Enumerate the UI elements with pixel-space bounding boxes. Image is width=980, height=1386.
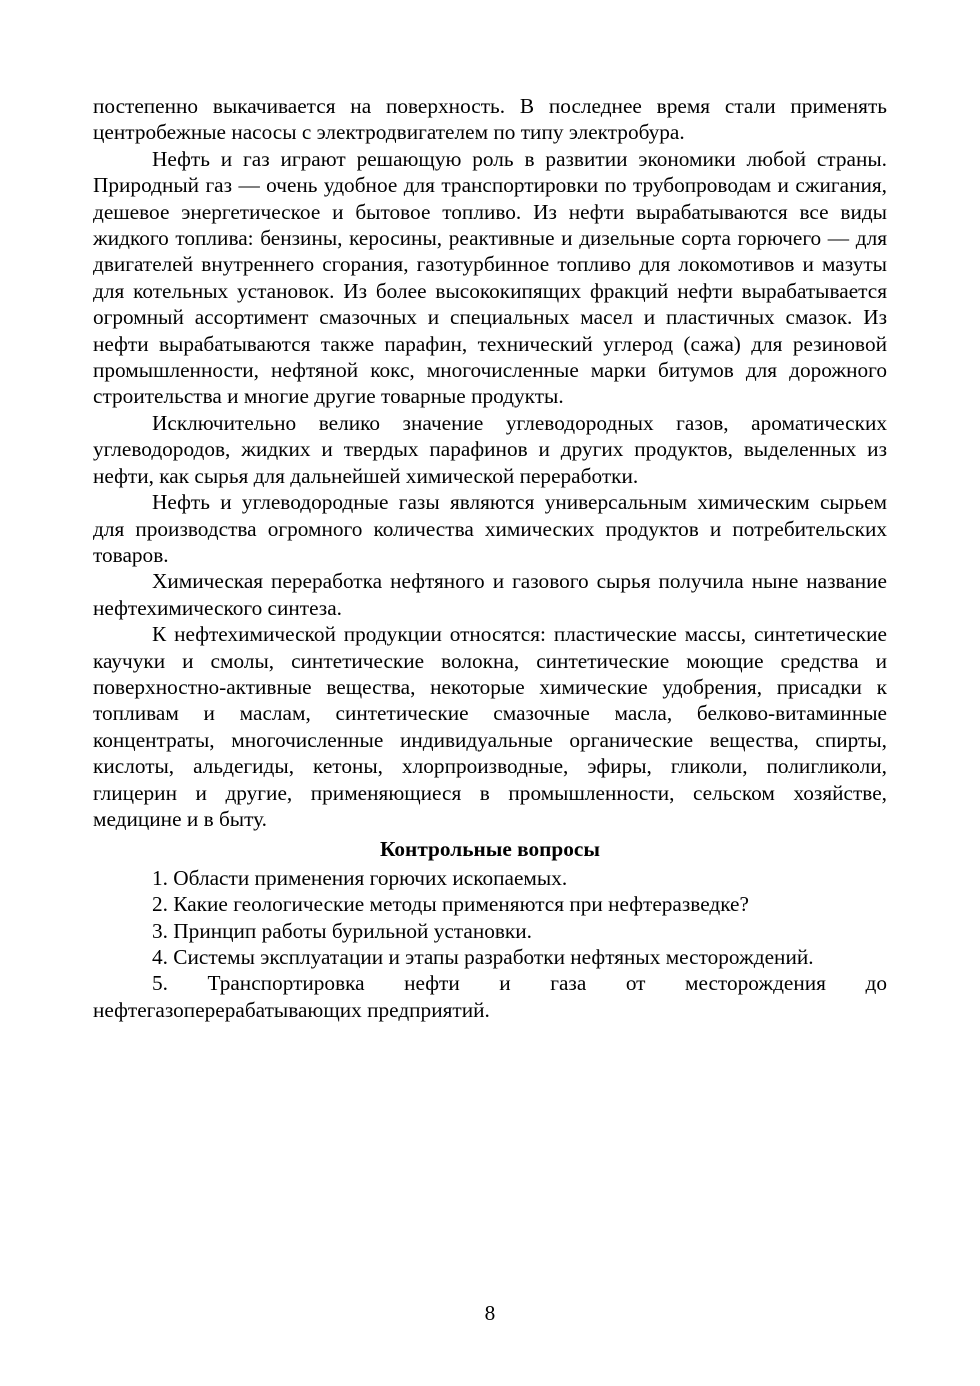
section-title: Контрольные вопросы	[380, 837, 600, 862]
question-item: 2. Какие геологические методы применяются при нефтеразведке?	[152, 892, 749, 917]
question-item: 1. Области применения горючих ископаемых.	[152, 865, 568, 890]
page-number: 8	[484, 1301, 496, 1325]
paragraph-petrochemical-synthesis: Химическая переработка нефтяного и газового сырья получила ныне название нефтехимического синтеза.	[93, 569, 887, 620]
question-item: 5. Транспортировка нефти и газа от месторождения до нефтегазоперерабатывающих предприятий.	[93, 971, 887, 1022]
question-item: 4. Системы эксплуатации и этапы разработки нефтяных месторождений.	[152, 945, 814, 969]
page-content	[93, 93, 887, 1023]
questions-list	[93, 865, 887, 1023]
paragraph-oil-gas-role: Нефть и газ играют решающую роль в развитии экономики любой страны. Природный газ — очень удобное для транспортировки по трубопроводам и сжигания, дешевое энергетическое и бытовое топливо. Из нефти вырабатываются все виды жидкого топлива: бензины, керосины, реактивные и дизельные сорта горючего — для двигателей внутреннего сгорания, газотурбинное топливо для локомотивов и мазуты для котельных установок. Из более высококипящих фракций нефти вырабатывается огромный ассортимент смазочных и специальных масел и пластичных смазок. Из нефти вырабатываются также парафин, технический углерод (сажа) для резиновой промышленности, нефтяной кокс, многочисленные марки битумов для дорожного строительства и многие другие товарные продукты.	[93, 146, 887, 409]
paragraph-chemical-raw-material: Нефть и углеводородные газы являются универсальным химическим сырьем для производства огромного количества химических продуктов и потребительских товаров.	[93, 490, 887, 567]
question-item: 3. Принцип работы бурильной установки.	[152, 918, 532, 943]
paragraph-hydrocarbon-gases: Исключительно велико значение углеводородных газов, ароматических углеводородов, жидких и твердых парафинов и других продуктов, выделенных из нефти, как сырья для дальнейшей химической переработки.	[93, 410, 887, 488]
paragraph-continuation: постепенно выкачивается на поверхность. В последнее время стали применять центробежные насосы с электродвигателем по типу электробура.	[93, 94, 887, 145]
paragraph-petrochemical-products: К нефтехимической продукции относятся: пластические массы, синтетические каучуки и смолы, синтетические волокна, синтетические моющие средства и поверхностно-активные вещества, некоторые химические удобрения, присадки к топливам и маслам, синтетические смазочные масла, белково-витаминные концентраты, многочисленные индивидуальные органические вещества, спирты, кислоты, альдегиды, кетоны, хлорпроизводные, эфиры, гликоли, полигликоли, глицерин и другие, применяющиеся в промышленности, сельском хозяйстве, медицине и в быту.	[93, 622, 887, 831]
